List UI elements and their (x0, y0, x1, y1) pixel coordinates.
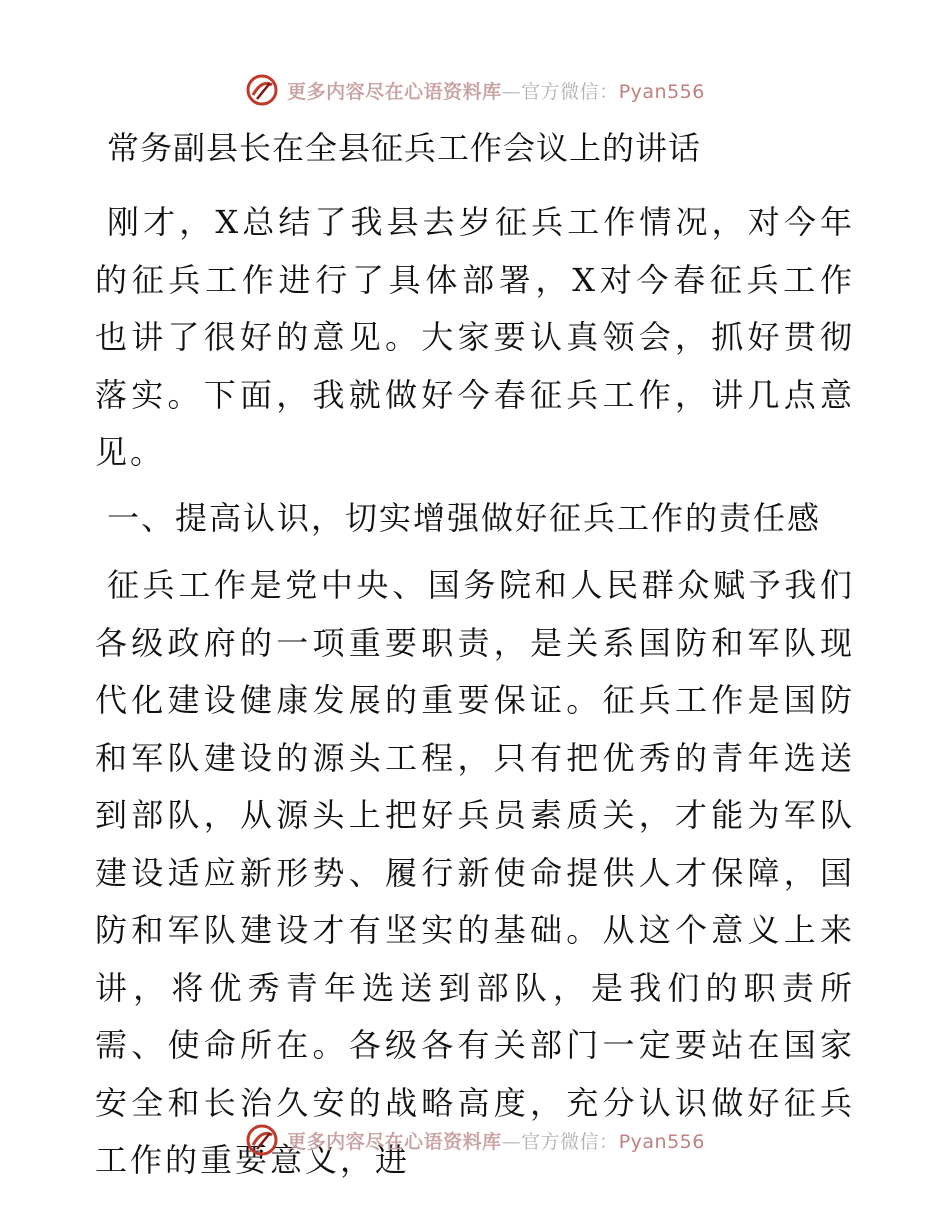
footer-banner-text (287, 1127, 705, 1154)
footer-banner-label: 官方微信： (521, 1130, 619, 1153)
header-banner-wechat: Pyan556 (618, 80, 705, 103)
paragraph-1: 刚才，X总结了我县去岁征兵工作情况，对今年的征兵工作进行了具体部署，X对今春征兵工作也讲了很好的意见。大家要认真领会，抓好贯彻落实。下面，我就做好今春征兵工作，讲几点意见。 (95, 203, 855, 471)
header-banner-main: 更多内容尽在心语资料库 (287, 80, 502, 103)
footer-watermark (0, 1120, 950, 1160)
header-banner-label: 官方微信： (521, 80, 619, 103)
document-title: 常务副县长在全县征兵工作会议上的讲话 (107, 129, 702, 167)
footer-banner-wechat: Pyan556 (618, 1130, 705, 1153)
header-banner-text (287, 77, 705, 104)
header-watermark (0, 70, 950, 110)
footer-banner-main: 更多内容尽在心语资料库 (287, 1130, 502, 1153)
document-body (95, 120, 855, 1190)
header-banner-separator: — (501, 80, 522, 103)
section-1-heading: 一、提高认识，切实增强做好征兵工作的责任感 (107, 498, 822, 537)
logo-icon (245, 1123, 279, 1157)
paragraph-2: 征兵工作是党中央、国务院和人民群众赋予我们各级政府的一项重要职责，是关系国防和军队现代化建设健康发展的重要保证。征兵工作是国防和军队建设的源头工程，只有把优秀的青年选送到部队，从源头上把好兵员素质关，才能为军队建设适应新形势、履行新使命提供人才保障，国防和军队建设才有坚实的基础。从这个意义上来讲，将优秀青年选送到部队，是我们的职责所需、使命所在。各级各有关部门一定要站在国家安全和长治久安的战略高度，充分认识做好征兵工作的重要意义，进 (95, 566, 855, 1179)
footer-banner-separator: — (501, 1130, 522, 1153)
logo-icon (245, 73, 279, 107)
